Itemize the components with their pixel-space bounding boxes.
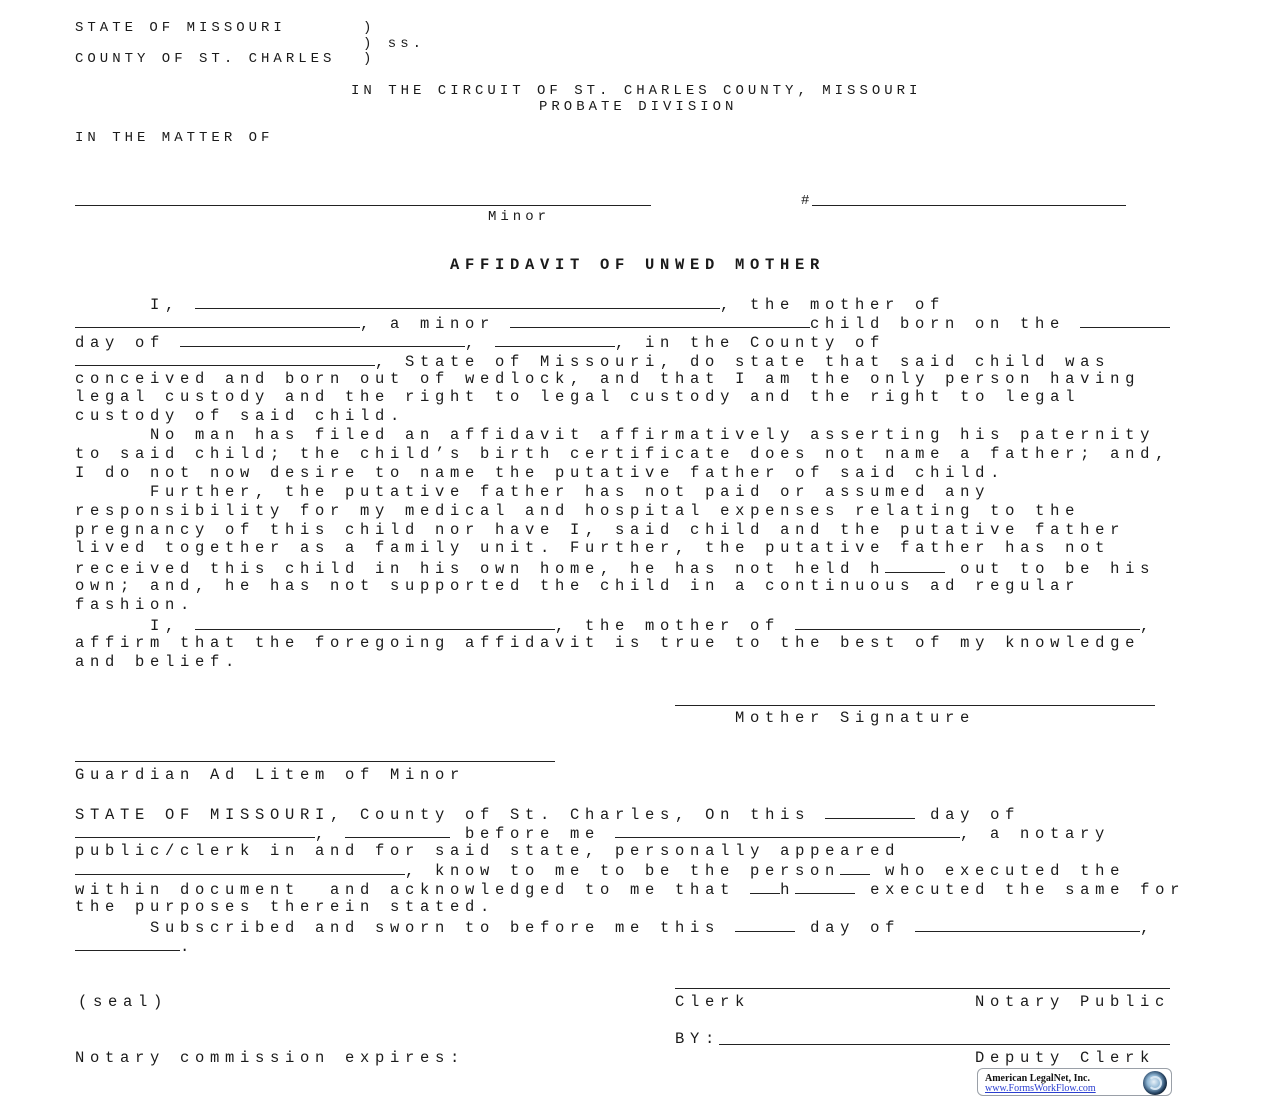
affirm-child-name-field[interactable] xyxy=(795,617,1140,630)
birth-year-field[interactable] xyxy=(495,334,615,347)
notary-name-field[interactable] xyxy=(615,825,960,838)
sworn-year-field[interactable] xyxy=(75,938,180,951)
affidavit-p3-line4: lived together as a family unit. Further, the putative father has not xyxy=(75,539,1111,557)
child-name-field[interactable] xyxy=(75,315,360,328)
affidavit-p2-line1: No man has filed an affidavit affirmatively asserting his paternity xyxy=(75,426,1156,444)
ack-line7: Subscribed and sworn to before me this day of , xyxy=(150,919,1156,937)
case-number-field[interactable] xyxy=(812,205,1126,206)
ack-line2: , before me , a notary xyxy=(75,825,1110,843)
birth-day-field[interactable] xyxy=(1080,315,1170,328)
mother-signature-line[interactable] xyxy=(675,705,1155,706)
deputy-clerk-label: Deputy Clerk xyxy=(975,1049,1156,1067)
child-gender-field[interactable] xyxy=(510,315,810,328)
pronoun-field[interactable] xyxy=(885,560,945,573)
affidavit-p3-line6: own; and, he has not supported the child in a continuous ad regular xyxy=(75,577,1081,595)
ack-line1: STATE OF MISSOURI, County of St. Charles, On this day of xyxy=(75,806,1021,824)
seal-label: (seal) xyxy=(78,993,169,1011)
logo-url-link[interactable]: www.FormsWorkFlow.com xyxy=(985,1083,1096,1094)
logo-company: American LegalNet, Inc. xyxy=(985,1073,1090,1084)
caption-county: COUNTY OF ST. CHARLES xyxy=(75,51,336,67)
affidavit-p1-line6: legal custody and the right to legal custody and the right to legal xyxy=(75,388,1081,406)
caption-paren-1: ) xyxy=(363,20,376,36)
affirm-mother-name-field[interactable] xyxy=(195,617,555,630)
affidavit-p1-line7: custody of said child. xyxy=(75,407,406,425)
commission-expires-label: Notary commission expires: xyxy=(75,1049,466,1067)
caption-paren-3: ) xyxy=(363,51,376,67)
affidavit-p1-line5: conceived and born out of wedlock, and that I am the only person having xyxy=(75,370,1141,388)
sworn-day-field[interactable] xyxy=(735,919,795,932)
clerk-label: Clerk xyxy=(675,993,751,1011)
document-title: AFFIDAVIT OF UNWED MOTHER xyxy=(450,256,826,274)
caption-state: STATE OF MISSOURI xyxy=(75,20,286,36)
affidavit-p3-line7: fashion. xyxy=(75,596,196,614)
affidavit-p1-line2: , a minor child born on the xyxy=(75,315,1170,333)
affidavit-p4-line1: I, , the mother of , xyxy=(150,617,1156,635)
mother-signature-label: Mother Signature xyxy=(735,709,976,727)
affidavit-p2-line3: I do not now desire to name the putative father of said child. xyxy=(75,464,1006,482)
court-division: PROBATE DIVISION xyxy=(539,99,738,115)
guardian-signature-line[interactable] xyxy=(75,761,555,762)
affidavit-p3-line3: pregnancy of this child nor have I, said child and the putative father xyxy=(75,521,1126,539)
ack-day-field[interactable] xyxy=(825,806,915,819)
matter-label: IN THE MATTER OF xyxy=(75,130,274,146)
american-legalnet-logo[interactable] xyxy=(977,1068,1172,1096)
by-label: BY: xyxy=(675,1030,721,1048)
minor-label: Minor xyxy=(488,209,551,225)
ack-line5: within document and acknowledged to me that h executed the same for xyxy=(75,881,1186,899)
affidavit-p3-line1: Further, the putative father has not paid or assumed any xyxy=(75,483,991,501)
ack-line3: public/clerk in and for said state, personally appeared xyxy=(75,842,901,860)
ack-month-field[interactable] xyxy=(75,825,315,838)
ack-pronoun-suffix-field[interactable] xyxy=(795,881,855,894)
deputy-clerk-signature-line[interactable] xyxy=(719,1044,1170,1045)
birth-county-field[interactable] xyxy=(75,353,375,366)
ack-line4: , know to me to be the person who executed the xyxy=(75,862,1125,880)
affidavit-p1-line1: I, , the mother of xyxy=(150,296,946,314)
guardian-signature-label: Guardian Ad Litem of Minor xyxy=(75,766,466,784)
birth-month-field[interactable] xyxy=(180,334,465,347)
affidavit-p1-line3: day of , , in the County of xyxy=(75,334,886,352)
ack-line8: . xyxy=(75,938,195,956)
affidavit-p3-line2: responsibility for my medical and hospital expenses relating to the xyxy=(75,502,1081,520)
affidavit-p4-line3: and belief. xyxy=(75,653,241,671)
affidavit-p3-line5: received this child in his own home, he has not held h out to be his xyxy=(75,560,1156,578)
ack-year-field[interactable] xyxy=(345,825,450,838)
affidavit-p1-line4: , State of Missouri, do state that said child was xyxy=(75,353,1110,371)
ack-line6: the purposes therein stated. xyxy=(75,898,496,916)
case-number-prefix: # xyxy=(801,193,814,209)
caption-ss: ) ss. xyxy=(363,36,426,52)
person-plural-field[interactable] xyxy=(840,862,870,875)
notary-public-label: Notary Public xyxy=(975,993,1171,1011)
globe-icon xyxy=(1143,1071,1167,1095)
court-name: IN THE CIRCUIT OF ST. CHARLES COUNTY, MISSOURI xyxy=(351,83,922,99)
mother-name-field[interactable] xyxy=(195,296,720,309)
clerk-signature-line[interactable] xyxy=(675,988,1170,989)
ack-pronoun-prefix-field[interactable] xyxy=(750,881,780,894)
appeared-name-field[interactable] xyxy=(75,862,405,875)
affidavit-p4-line2: affirm that the foregoing affidavit is true to the best of my knowledge xyxy=(75,634,1141,652)
sworn-month-field[interactable] xyxy=(915,919,1140,932)
minor-name-field[interactable] xyxy=(75,205,651,206)
affidavit-p2-line2: to said child; the child’s birth certificate does not name a father; and, xyxy=(75,445,1171,463)
